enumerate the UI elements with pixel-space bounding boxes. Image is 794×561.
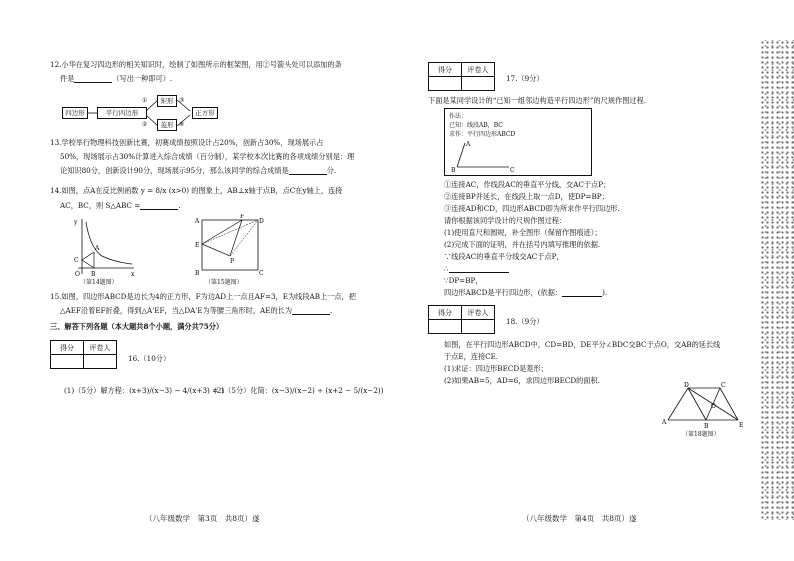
q15-line2 (60, 306, 332, 315)
q15-suffix: . (330, 306, 333, 315)
q16-title: 16.（10分） (128, 354, 171, 363)
q18-line2: 于点E，连接CE. (444, 352, 499, 361)
q14-suffix: . (178, 201, 181, 210)
left-page-footer: （八年级数学 第3页 共8页）遂 (145, 514, 260, 523)
fig14-graph (68, 216, 138, 278)
q15-line1: 15.如图，四边形ABCD是边长为4的正方形，F为边AD上一点且AF=3，E为线段AB上一点，把 (50, 292, 356, 301)
q17-proof2-blank[interactable] (449, 265, 509, 273)
q15-line2-text: △AEF沿着EF折叠，得到△A'EF，当△DA'E为等腰三角形时，AE的长为 (60, 306, 293, 315)
q14-answer-blank[interactable] (140, 201, 181, 210)
q17-proof3: ∵DP=BP， (444, 276, 483, 285)
q13-line2: 50%，现场展示占30%计算进入综合成绩（百分制），某学校本次比赛的各项成绩分别是：理 (60, 152, 355, 161)
q13-line1: 13.学校举行物理科技创新比赛，初赛成绩按照设计占20%，创新占30%，现场展示占 (50, 138, 324, 147)
q12-box-square: 正方形 (192, 107, 218, 119)
q12-prefix: 件是 (60, 74, 75, 83)
fig18-label-D: D (684, 382, 689, 389)
q17-proof4-suffix: ). (602, 288, 608, 297)
score-cell[interactable] (51, 355, 84, 369)
q17-ask2: (2)完成下面的证明，并在括号内填写推理的依据. (444, 240, 601, 249)
q17-reason-blank[interactable] (562, 289, 602, 297)
fig15-label-F: F (240, 214, 245, 220)
q12-arrow-3: ③ (179, 97, 185, 104)
q12-arrow-4: ④ (179, 121, 185, 128)
q13-line3-text: 论知识80分，创新设计90分，现场展示95分，那么该同学的综合成绩是 (60, 166, 289, 175)
left-page (0, 0, 390, 561)
q17-intro: 下面是某同学设计的“已知一组邻边构造平行四边形”的尺规作图过程. (428, 96, 647, 105)
section3-heading: 三、解答下列各题（本大题共8个小题，满分共75分） (50, 322, 224, 331)
q17-step2: ②连接BP并延长，在线段上取一点D，使DP=BP； (444, 192, 609, 201)
fig14-x-label: x (131, 271, 135, 278)
fig18-label-A: A (662, 419, 667, 426)
q12-box-quadrilateral: 四边形 (62, 107, 88, 119)
fig14-label-C: C (74, 257, 79, 264)
score-cell[interactable] (429, 320, 462, 334)
q17-step3: ③连接AD和CD，四边形ABCD即为所求作平行四边形. (444, 204, 620, 213)
q12-box-rhombus: 菱形 (157, 119, 177, 131)
grader-header: 评卷人 (84, 341, 117, 355)
q14-line1: 14.如图，点A在反比例函数 y = 8/x (x>0) 的图象上，AB⊥x轴于点B，点C在y轴上，连接 (50, 186, 343, 195)
q12-arrow-1: ① (142, 97, 148, 104)
q18-score-table (428, 305, 495, 334)
q14-line2-text: AC，BC，则 S△ABC = (60, 201, 141, 210)
fig18-graph (662, 380, 758, 430)
q16-part2: (2)（5分）化简：(x−3)/(x−2) ÷ (x+2 − 5/(x−2)) (214, 386, 384, 395)
q17-label-A: A (466, 141, 471, 148)
q17-box-line2: 已知：线段AB，BC (449, 122, 503, 129)
grader-header: 评卷人 (462, 63, 495, 77)
q13-line3 (60, 166, 336, 175)
score-header: 得分 (51, 341, 84, 355)
q18-ask2: (2)如果AB=5，AD=6，求四边形BECD的面积. (444, 376, 600, 385)
q17-proof4 (444, 288, 607, 297)
score-header: 得分 (429, 63, 462, 77)
fig14-y-label: y (74, 219, 78, 226)
q17-proof2-text: ∴ (444, 264, 449, 273)
q17-title: 17.（9分） (506, 74, 544, 83)
q12-box-rectangle: 矩形 (157, 95, 177, 107)
q17-box-line1: 作法： (449, 113, 468, 120)
q12-arrow-2: ② (142, 121, 148, 128)
q17-method-box (444, 108, 592, 176)
right-page-footer: （八年级数学 第4页 共8页）遂 (522, 514, 637, 523)
q17-step1: ①连接AC，作线段AC的垂直平分线，交AC于点P； (444, 180, 611, 189)
fig15-label-D: D (259, 218, 264, 225)
q13-suffix: 分. (326, 166, 337, 175)
q17-box-figure (449, 137, 549, 173)
fig14-caption: （第14题图） (80, 279, 118, 286)
fig15-label-C: C (259, 270, 264, 277)
grader-header: 评卷人 (462, 306, 495, 320)
score-header: 得分 (429, 306, 462, 320)
q17-ask1: (1)使用直尺和圆规，补全图形（保留作图痕迹）； (444, 228, 602, 237)
fig18-label-E: E (739, 422, 744, 429)
q17-label-B: B (451, 167, 456, 173)
q14-line2 (60, 201, 181, 210)
q18-ask1: (1)求证：四边形BECD是菱形； (444, 364, 548, 373)
fig15-label-A: A (195, 218, 200, 225)
fig15-label-B: B (195, 270, 200, 277)
grader-cell[interactable] (462, 320, 495, 334)
fig18-caption: （第18题图） (682, 431, 720, 438)
grader-cell[interactable] (462, 77, 495, 91)
fig15-caption: （第15题图） (205, 279, 243, 286)
q13-answer-blank[interactable] (289, 167, 327, 175)
q12-answer-blank[interactable] (74, 75, 112, 83)
fig14-label-A: A (95, 245, 100, 252)
q17-proof4-text: 四边形ABCD是平行四边形，(依据： (444, 288, 563, 297)
fig18-label-O: O (711, 403, 716, 410)
q18-line1: 如图，在平行四边形ABCD中，CD=BD，DE平分∠BDC交BC于点O，交AB的延长线 (444, 340, 721, 349)
fig15-label-E: E (195, 242, 200, 249)
q12-line2 (60, 74, 172, 83)
q17-score-table (428, 62, 495, 91)
score-cell[interactable] (429, 77, 462, 91)
q16-score-table (50, 340, 117, 369)
q17-proof1: ∵线段AC的垂直平分线交AC于点P， (444, 252, 564, 261)
binding-margin-pattern (760, 40, 794, 520)
q12-suffix: （写出一种即可）. (112, 74, 173, 83)
fig15-label-P: P (230, 258, 235, 265)
grader-cell[interactable] (84, 355, 117, 369)
q17-label-C: C (510, 167, 515, 173)
q17-box-line3: 求作：平行四边形ABCD (449, 131, 516, 138)
fig18-label-C: C (721, 382, 726, 389)
fig15-graph (190, 214, 270, 278)
q12-box-parallelogram: 平行四边形 (97, 107, 147, 119)
q16-part1: (1)（5分）解方程：(x+3)/(x−3) − 4/(x+3) = 1 (64, 386, 226, 395)
fig14-label-B: B (91, 271, 96, 278)
fig18-label-B: B (704, 423, 709, 430)
q17-proof2 (444, 264, 509, 273)
q15-answer-blank[interactable] (292, 306, 333, 315)
fig14-label-O: O (75, 271, 80, 278)
right-page (400, 0, 758, 561)
q18-title: 18.（9分） (506, 317, 544, 326)
q17-ask: 请你根据该同学设计的尺规作图过程： (444, 216, 567, 225)
q12-line1: 12.小华在复习四边形的相关知识时，绘制了如图所示的框架图，用②号箭头处可以添加的条 (50, 60, 342, 69)
